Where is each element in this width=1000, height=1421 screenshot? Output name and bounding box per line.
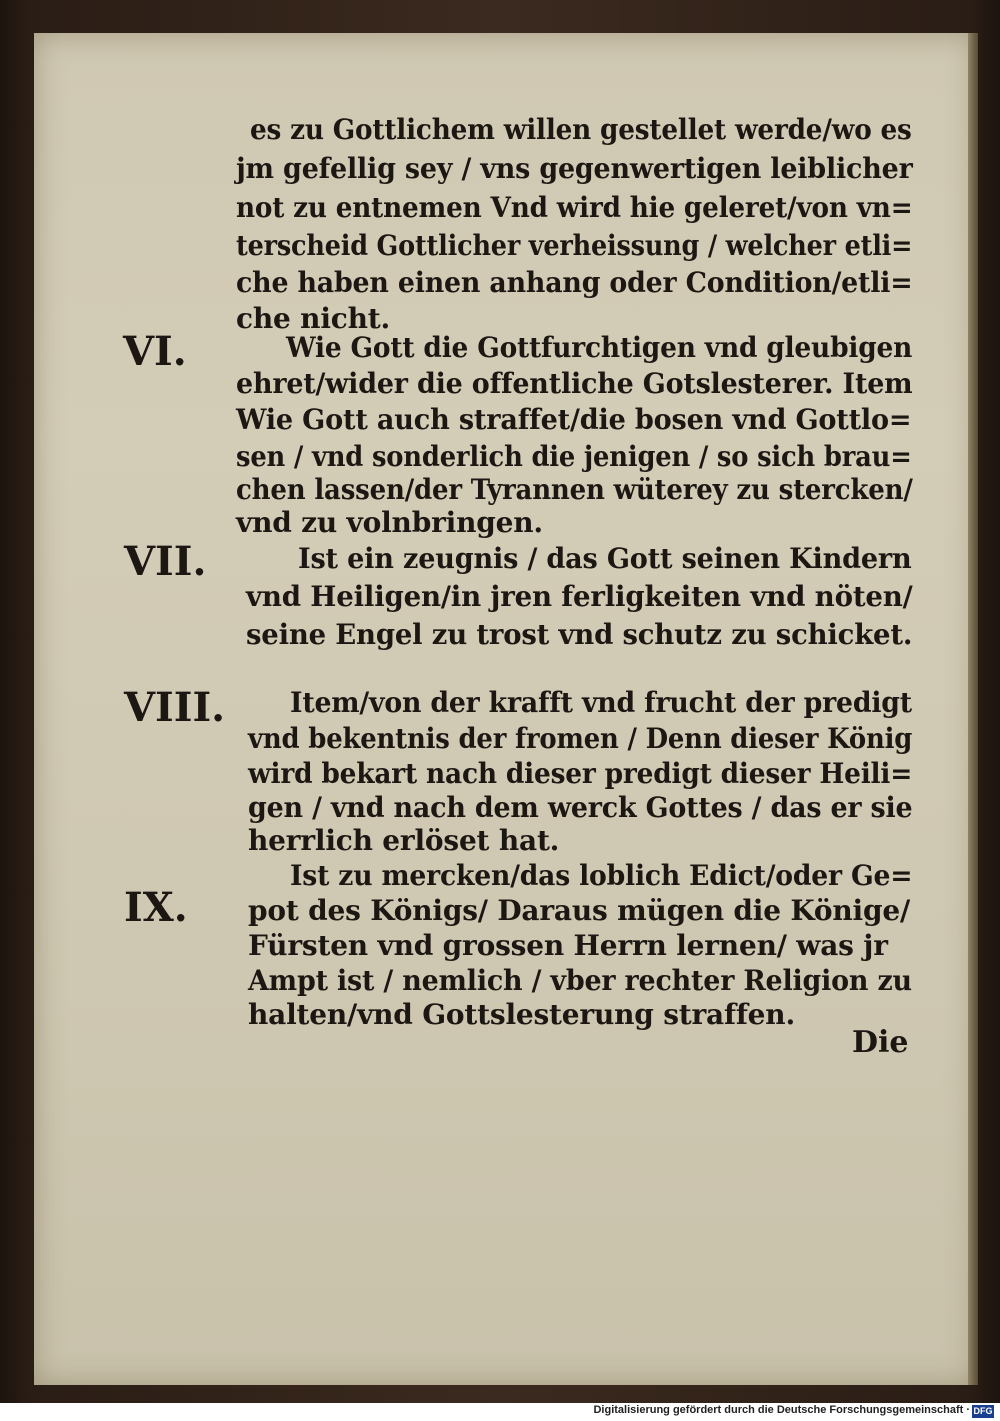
text-line: Ist zu mercken/das loblich Edict/oder Ge=	[290, 859, 913, 892]
text-line: che haben einen anhang oder Condition/etli=	[236, 266, 913, 299]
text-line: Wie Gott die Gottfurchtigen vnd gleubigen	[286, 331, 913, 364]
text-line: terscheid Gottlicher verheissung / welcher etli=	[236, 229, 913, 262]
text-line: chen lassen/der Tyrannen wüterey zu stercken/	[236, 473, 913, 506]
catchword: Die	[852, 1025, 909, 1060]
text-line: Ist ein zeugnis / das Gott seinen Kindern	[298, 542, 912, 575]
text-line: pot des Königs/ Daraus mügen die Könige/	[248, 894, 911, 927]
section-numeral: VI.	[123, 328, 187, 375]
text-line: Fürsten vnd grossen Herrn lernen/ was jr	[248, 929, 888, 962]
text-line: sen / vnd sonderlich die jenigen / so sich brau=	[236, 440, 912, 473]
text-line: jm gefellig sey / vns gegenwertigen leiblicher	[236, 152, 913, 185]
text-line: vnd bekentnis der fromen / Denn dieser König	[248, 722, 913, 755]
text-line: vnd zu volnbringen.	[236, 506, 543, 539]
footer-credit: Digitalisierung gefördert durch die Deutsche Forschungsgemeinschaft ·	[593, 1404, 970, 1416]
text-line: not zu entnemen Vnd wird hie geleret/von vn=	[236, 191, 913, 224]
text-line: gen / vnd nach dem werck Gottes / das er sie	[248, 791, 913, 824]
text-line: vnd Heiligen/in jren ferligkeiten vnd nöten/	[246, 580, 913, 613]
text-line: wird bekart nach dieser predigt dieser Heili=	[248, 757, 913, 790]
section-numeral: IX.	[124, 884, 188, 931]
section-numeral: VIII.	[124, 684, 226, 731]
dfg-logo: DFG	[973, 1406, 993, 1416]
text-line: halten/vnd Gottslesterung straffen.	[248, 998, 795, 1031]
text-line: Item/von der krafft vnd frucht der predigt	[290, 686, 912, 719]
text-line: che nicht.	[236, 302, 391, 335]
text-line: herrlich erlöset hat.	[248, 824, 560, 857]
text-line: es zu Gottlichem willen gestellet werde/wo es	[250, 113, 912, 146]
text-line: Wie Gott auch straffet/die bosen vnd Gottlo=	[236, 403, 912, 436]
text-line: ehret/wider die offentliche Gotslesterer. Item	[236, 367, 913, 400]
text-line: seine Engel zu trost vnd schutz zu schicket.	[246, 618, 913, 651]
text-line: Ampt ist / nemlich / vber rechter Religion zu	[248, 964, 912, 997]
section-numeral: VII.	[124, 538, 207, 585]
page-edge	[968, 33, 978, 1385]
